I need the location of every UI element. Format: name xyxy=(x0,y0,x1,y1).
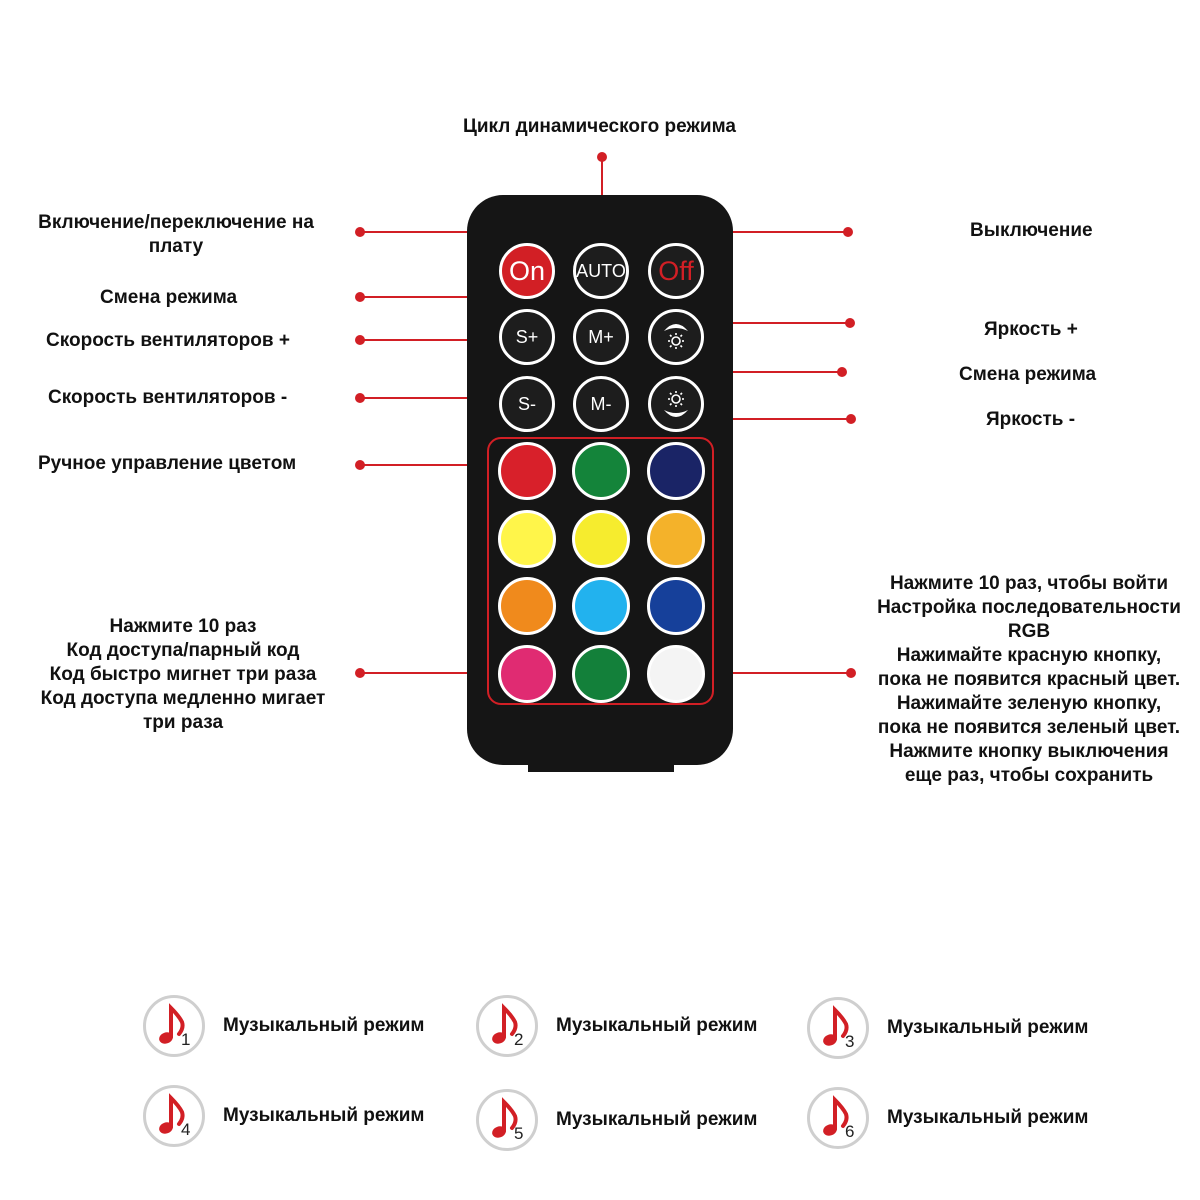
music-mode-label: Музыкальный режим xyxy=(887,1017,1089,1038)
music-mode-label: Музыкальный режим xyxy=(887,1107,1089,1128)
music-mode-number: 1 xyxy=(181,1030,191,1049)
music-mode-number: 6 xyxy=(845,1122,855,1141)
color-button[interactable] xyxy=(498,577,556,635)
m-plus-button[interactable] xyxy=(573,309,629,365)
label-mode-change-right: Смена режима xyxy=(959,364,1097,385)
m-plus-label: M+ xyxy=(588,326,614,347)
color-button[interactable] xyxy=(647,442,705,500)
auto-button-label: AUTO xyxy=(576,260,626,281)
music-note-icon xyxy=(807,1087,869,1149)
off-button[interactable] xyxy=(648,243,704,299)
color-button[interactable] xyxy=(498,442,556,500)
music-mode-label: Музыкальный режим xyxy=(556,1015,758,1036)
label-fan-speed-plus: Скорость вентиляторов + xyxy=(46,330,290,351)
music-mode-number: 2 xyxy=(514,1030,524,1049)
s-plus-button[interactable] xyxy=(499,309,555,365)
s-minus-button[interactable] xyxy=(499,376,555,432)
music-mode-label: Музыкальный режим xyxy=(223,1015,425,1036)
s-plus-label: S+ xyxy=(515,326,539,347)
on-button-label: On xyxy=(508,255,546,286)
label-manual-color: Ручное управление цветом xyxy=(38,453,297,474)
auto-button[interactable] xyxy=(573,243,629,299)
m-minus-label: M- xyxy=(590,393,612,414)
label-on-switch: Включение/переключение на плату xyxy=(38,212,314,257)
music-mode-number: 4 xyxy=(181,1120,191,1139)
music-note-icon xyxy=(476,1089,538,1151)
color-button[interactable] xyxy=(647,577,705,635)
music-note-icon xyxy=(143,995,205,1057)
color-button[interactable] xyxy=(572,645,630,703)
color-button[interactable] xyxy=(498,645,556,703)
music-mode-label: Музыкальный режим xyxy=(223,1105,425,1126)
color-button[interactable] xyxy=(498,510,556,568)
color-button[interactable] xyxy=(572,510,630,568)
color-button[interactable] xyxy=(647,645,705,703)
label-off: Выключение xyxy=(970,220,1093,241)
music-mode-number: 3 xyxy=(845,1032,855,1051)
music-mode-item[interactable] xyxy=(476,1089,757,1151)
music-mode-item[interactable] xyxy=(476,995,757,1057)
music-mode-item[interactable] xyxy=(807,997,1088,1059)
s-minus-label: S- xyxy=(518,393,536,414)
music-mode-number: 5 xyxy=(514,1124,524,1143)
music-mode-item[interactable] xyxy=(143,995,424,1057)
music-note-icon xyxy=(476,995,538,1057)
music-mode-item[interactable] xyxy=(807,1087,1088,1149)
off-button-label: Off xyxy=(658,255,694,286)
color-button[interactable] xyxy=(572,442,630,500)
label-fan-speed-minus: Скорость вентиляторов - xyxy=(48,387,288,408)
music-note-icon xyxy=(143,1085,205,1147)
music-note-icon xyxy=(807,997,869,1059)
label-pair-code: Нажмите 10 раз Код доступа/парный код Код быстро мигнет три раза Код доступа медленно мигает три раза xyxy=(40,616,326,733)
music-mode-item[interactable] xyxy=(143,1085,424,1147)
m-minus-button[interactable] xyxy=(573,376,629,432)
color-button[interactable] xyxy=(647,510,705,568)
label-brightness-minus: Яркость - xyxy=(986,409,1076,430)
on-button[interactable] xyxy=(499,243,555,299)
brightness-down-icon xyxy=(656,384,696,424)
label-brightness-plus: Яркость + xyxy=(984,319,1078,340)
brightness-down-button[interactable] xyxy=(648,376,704,432)
brightness-up-button[interactable] xyxy=(648,309,704,365)
brightness-up-icon xyxy=(656,317,696,357)
music-mode-label: Музыкальный режим xyxy=(556,1109,758,1130)
label-mode-change-left: Смена режима xyxy=(100,287,238,308)
label-rgb-setup: Нажмите 10 раз, чтобы войти Настройка последовательности RGB Нажимайте красную кнопку, пока не появится красный цвет. Нажимайте зеленую кнопку, пока не появится зеленый цвет. Нажмите кнопку выключения еще раз, чтобы сохранить xyxy=(877,573,1181,786)
label-cycle-dynamic: Цикл динамического режима xyxy=(463,116,736,137)
color-button[interactable] xyxy=(572,577,630,635)
